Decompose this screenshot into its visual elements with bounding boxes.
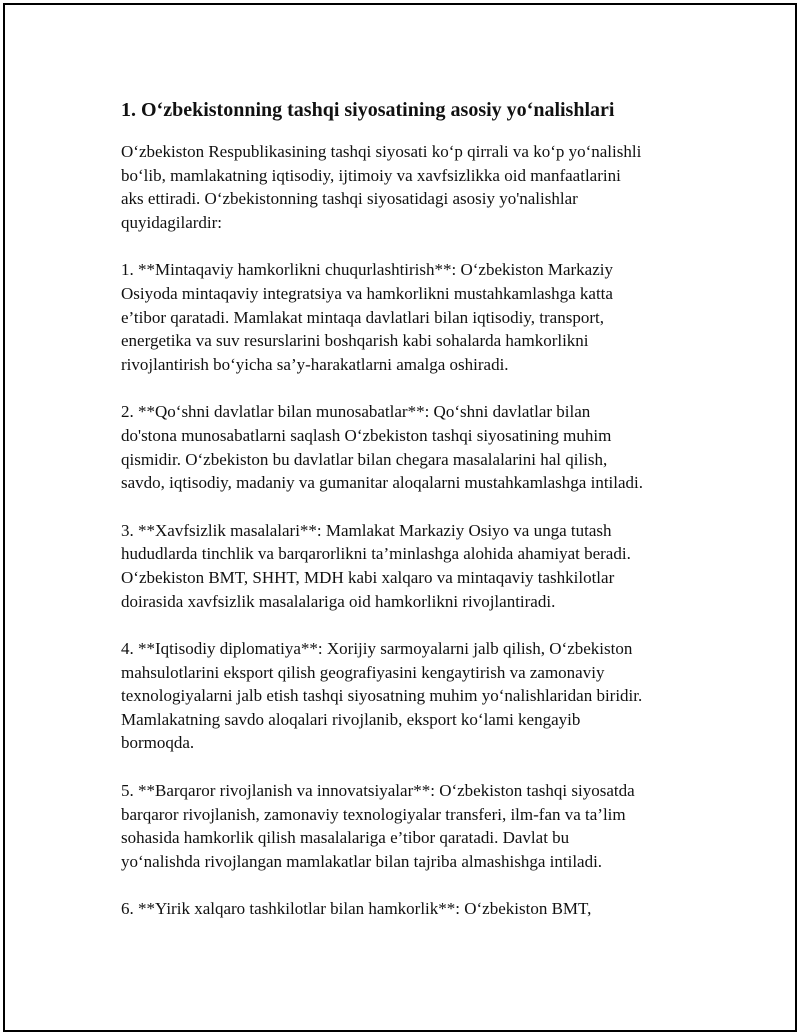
list-item-economic-diplomacy: 4. **Iqtisodiy diplomatiya**: Xorijiy sarmoyalarni jalb qilish, O‘zbekiston mahsulotlarini eksport qilish geografiyasini kengaytirish va zamonaviy texnologiyalarni jalb etish tashqi siyosatning muhim yo‘nalishlaridan biridir. Mamlakatning savdo aloqalari rivojlanib, eksport ko‘lami kengayib bormoqda. [121, 639, 643, 753]
list-item-sustainable-development: 5. **Barqaror rivojlanish va innovatsiyalar**: O‘zbekiston tashqi siyosatda barqaror rivojlanish, zamonaviy texnologiyalar transferi, ilm-fan va ta’lim sohasida hamkorlik qilish masalalariga e’tibor qaratadi. Davlat bu yo‘nalishda rivojlangan mamlakatlar bilan tajriba almashishga intiladi. [121, 781, 635, 871]
list-item-security-issues: 3. **Xavfsizlik masalalari**: Mamlakat Markaziy Osiyo va unga tutash hududlarda tinchlik va barqarorlikni ta’minlashga alohida ahamiyat beradi. O‘zbekiston BMT, SHHT, MDH kabi xalqaro va mintaqaviy tashkilotlar doirasida xavfsizlik masalalariga oid hamkorlikni rivojlantiradi. [121, 520, 631, 611]
list-item-neighbor-relations: 2. **Qo‘shni davlatlar bilan munosabatlar**: Qo‘shni davlatlar bilan do'stona munosabatlarni saqlash O‘zbekiston tashqi siyosatining muhim qismidir. O‘zbekiston bu davlatlar bilan chegara masalalarini hal qilish, savdo, iqtisodiy, madaniy va gumanitar aloqalarni mustahkamlashga intiladi. [121, 402, 644, 493]
document-body [121, 93, 696, 945]
intro-paragraph: O‘zbekiston Respublikasining tashqi siyosati ko‘p qirrali va ko‘p yo‘nalishli bo‘lib, mamlakatning iqtisodiy, ijtimoiy va xavfsizlikka oid manfaatlarini aks ettiradi. O‘zbekistonning tashqi siyosatidagi asosiy yo'nalishlar quyidagilardir: [121, 142, 642, 232]
list-item-international-organizations: 6. **Yirik xalqaro tashkilotlar bilan hamkorlik**: O‘zbekiston BMT, [121, 899, 592, 919]
document-page [3, 3, 797, 1032]
document-title: 1. O‘zbekistonning tashqi siyosatining asosiy yo‘nalishlari [121, 99, 615, 121]
list-item-regional-cooperation: 1. **Mintaqaviy hamkorlikni chuqurlashtirish**: O‘zbekiston Markaziy Osiyoda mintaqaviy integratsiya va hamkorlikni mustahkamlashga katta e’tibor qaratadi. Mamlakat mintaqa davlatlari bilan iqtisodiy, transport, energetika va suv resurslarini boshqarish kabi sohalarda hamkorlikni rivojlantirish bo‘yicha sa’y-harakatlarni amalga oshiradi. [121, 260, 613, 374]
